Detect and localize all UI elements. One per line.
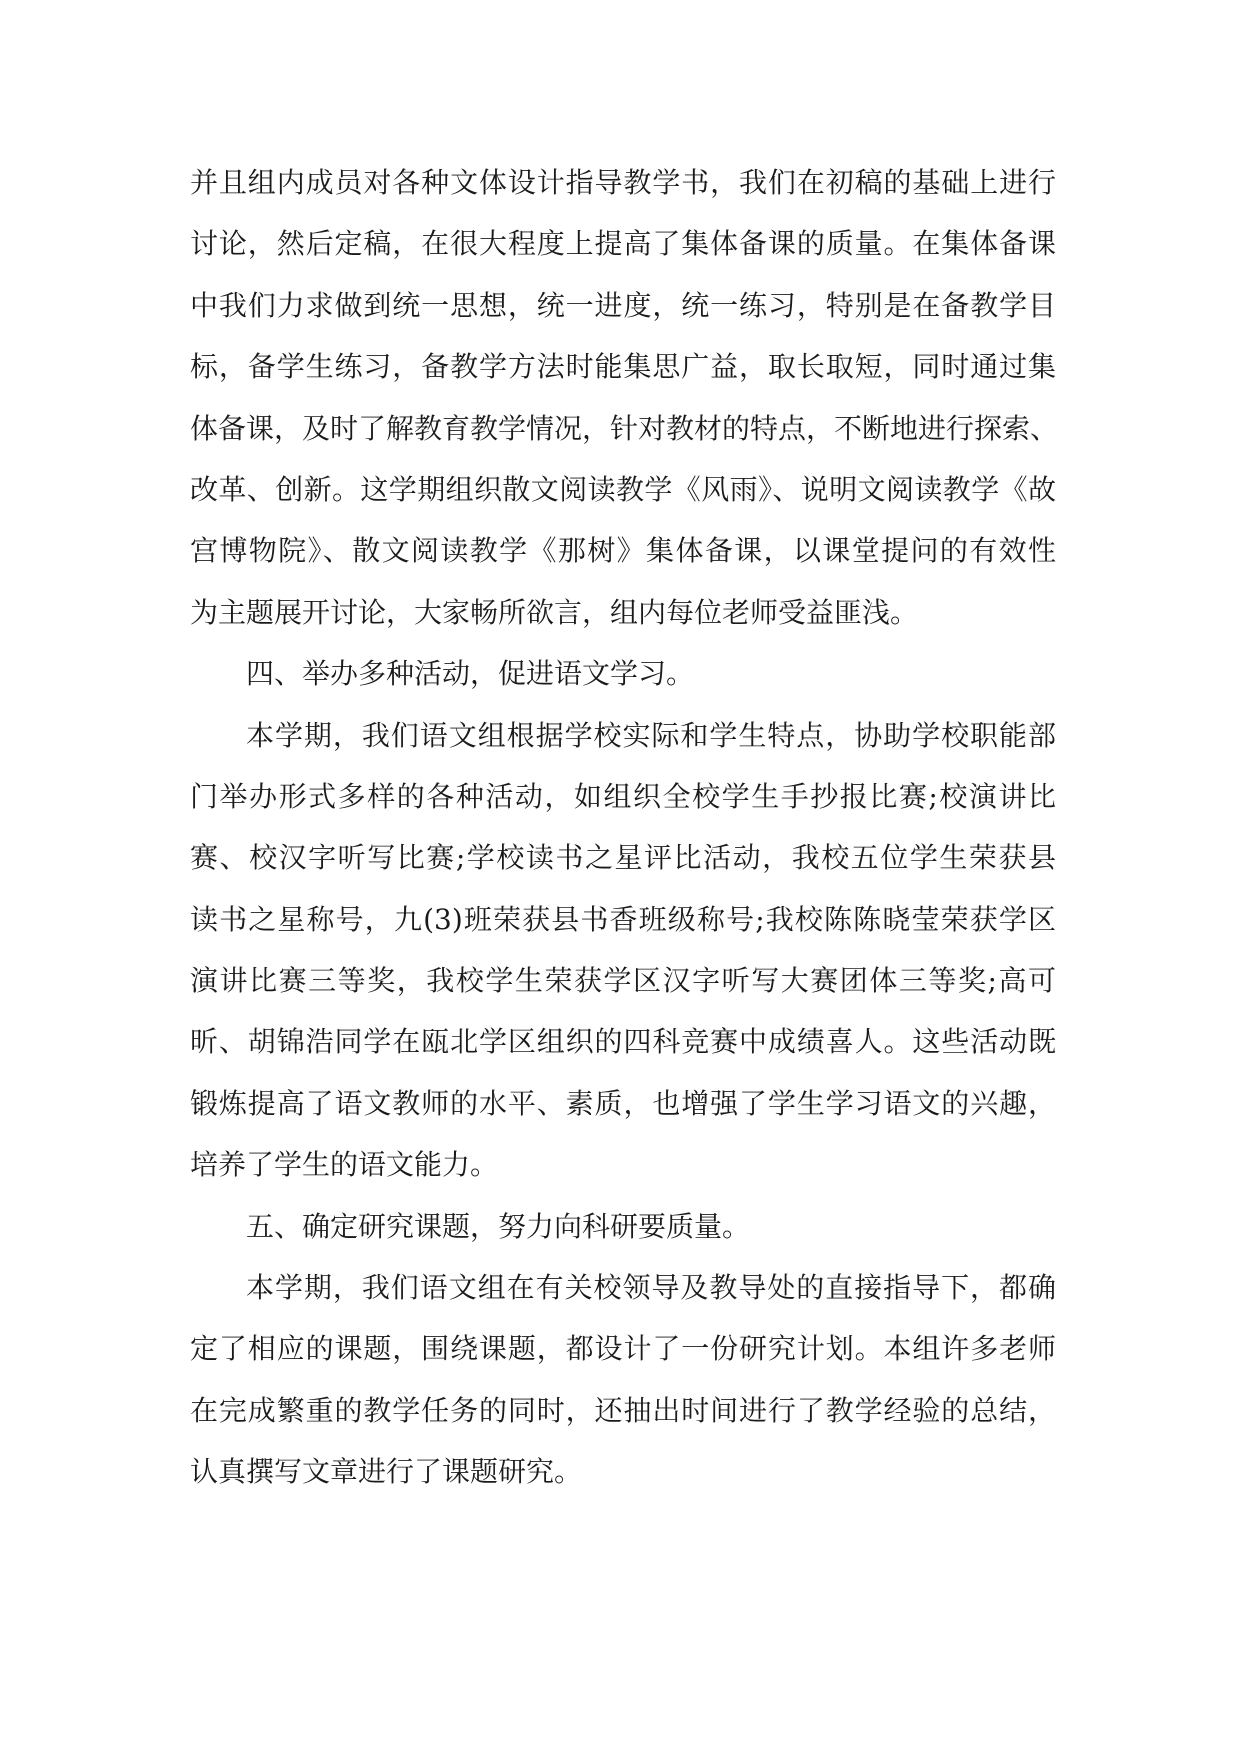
text-line: 四、举办多种活动，促进语文学习。 (246, 657, 695, 691)
document-body (190, 152, 1059, 1503)
text-line: 讨论，然后定稿，在很大程度上提高了集体备课的质量。在集体备课 (190, 227, 1056, 261)
text-line: 门举办形式多样的各种活动，如组织全校学生手抄报比赛;校演讲比 (190, 779, 1056, 813)
text-line: 改革、创新。这学期组织散文阅读教学《风雨》、说明文阅读教学《故 (190, 472, 1056, 506)
text-line: 在完成繁重的教学任务的同时，还抽出时间进行了教学经验的总结， (190, 1393, 1056, 1427)
text-line: 定了相应的课题，围绕课题，都设计了一份研究计划。本组许多老师 (190, 1332, 1056, 1366)
text-line: 为主题展开讨论，大家畅所欲言，组内每位老师受益匪浅。 (190, 595, 919, 629)
text-line: 认真撰写文章进行了课题研究。 (190, 1455, 583, 1489)
text-line: 中我们力求做到统一思想，统一进度，统一练习，特别是在备教学目 (190, 288, 1056, 322)
text-line: 本学期，我们语文组根据学校实际和学生特点，协助学校职能部 (246, 718, 1056, 752)
text-line: 五、确定研究课题，努力向科研要质量。 (246, 1209, 751, 1243)
text-line: 并且组内成员对各种文体设计指导教学书，我们在初稿的基础上进行 (190, 166, 1056, 199)
text-line: 培养了学生的语文能力。 (190, 1148, 499, 1182)
text-line: 昕、胡锦浩同学在瓯北学区组织的四科竞赛中成绩喜人。这些活动既 (190, 1025, 1056, 1059)
text-line: 锻炼提高了语文教师的水平、素质，也增强了学生学习语文的兴趣， (190, 1086, 1056, 1120)
text-line: 宫博物院》、散文阅读教学《那树》集体备课，以课堂提问的有效性 (190, 534, 1056, 568)
text-line: 演讲比赛三等奖，我校学生荣获学区汉字听写大赛团体三等奖;高可 (190, 964, 1056, 998)
text-line: 读书之星称号，九(3)班荣获县书香班级称号;我校陈陈晓莹荣获学区 (190, 902, 1056, 936)
text-line: 标，备学生练习，备教学方法时能集思广益，取长取短，同时通过集 (190, 350, 1056, 384)
text-line: 赛、校汉字听写比赛;学校读书之星评比活动，我校五位学生荣获县 (190, 841, 1056, 875)
text-line: 体备课，及时了解教育教学情况，针对教材的特点，不断地进行探索、 (190, 411, 1059, 445)
text-line: 本学期，我们语文组在有关校领导及教导处的直接指导下，都确 (246, 1271, 1056, 1305)
